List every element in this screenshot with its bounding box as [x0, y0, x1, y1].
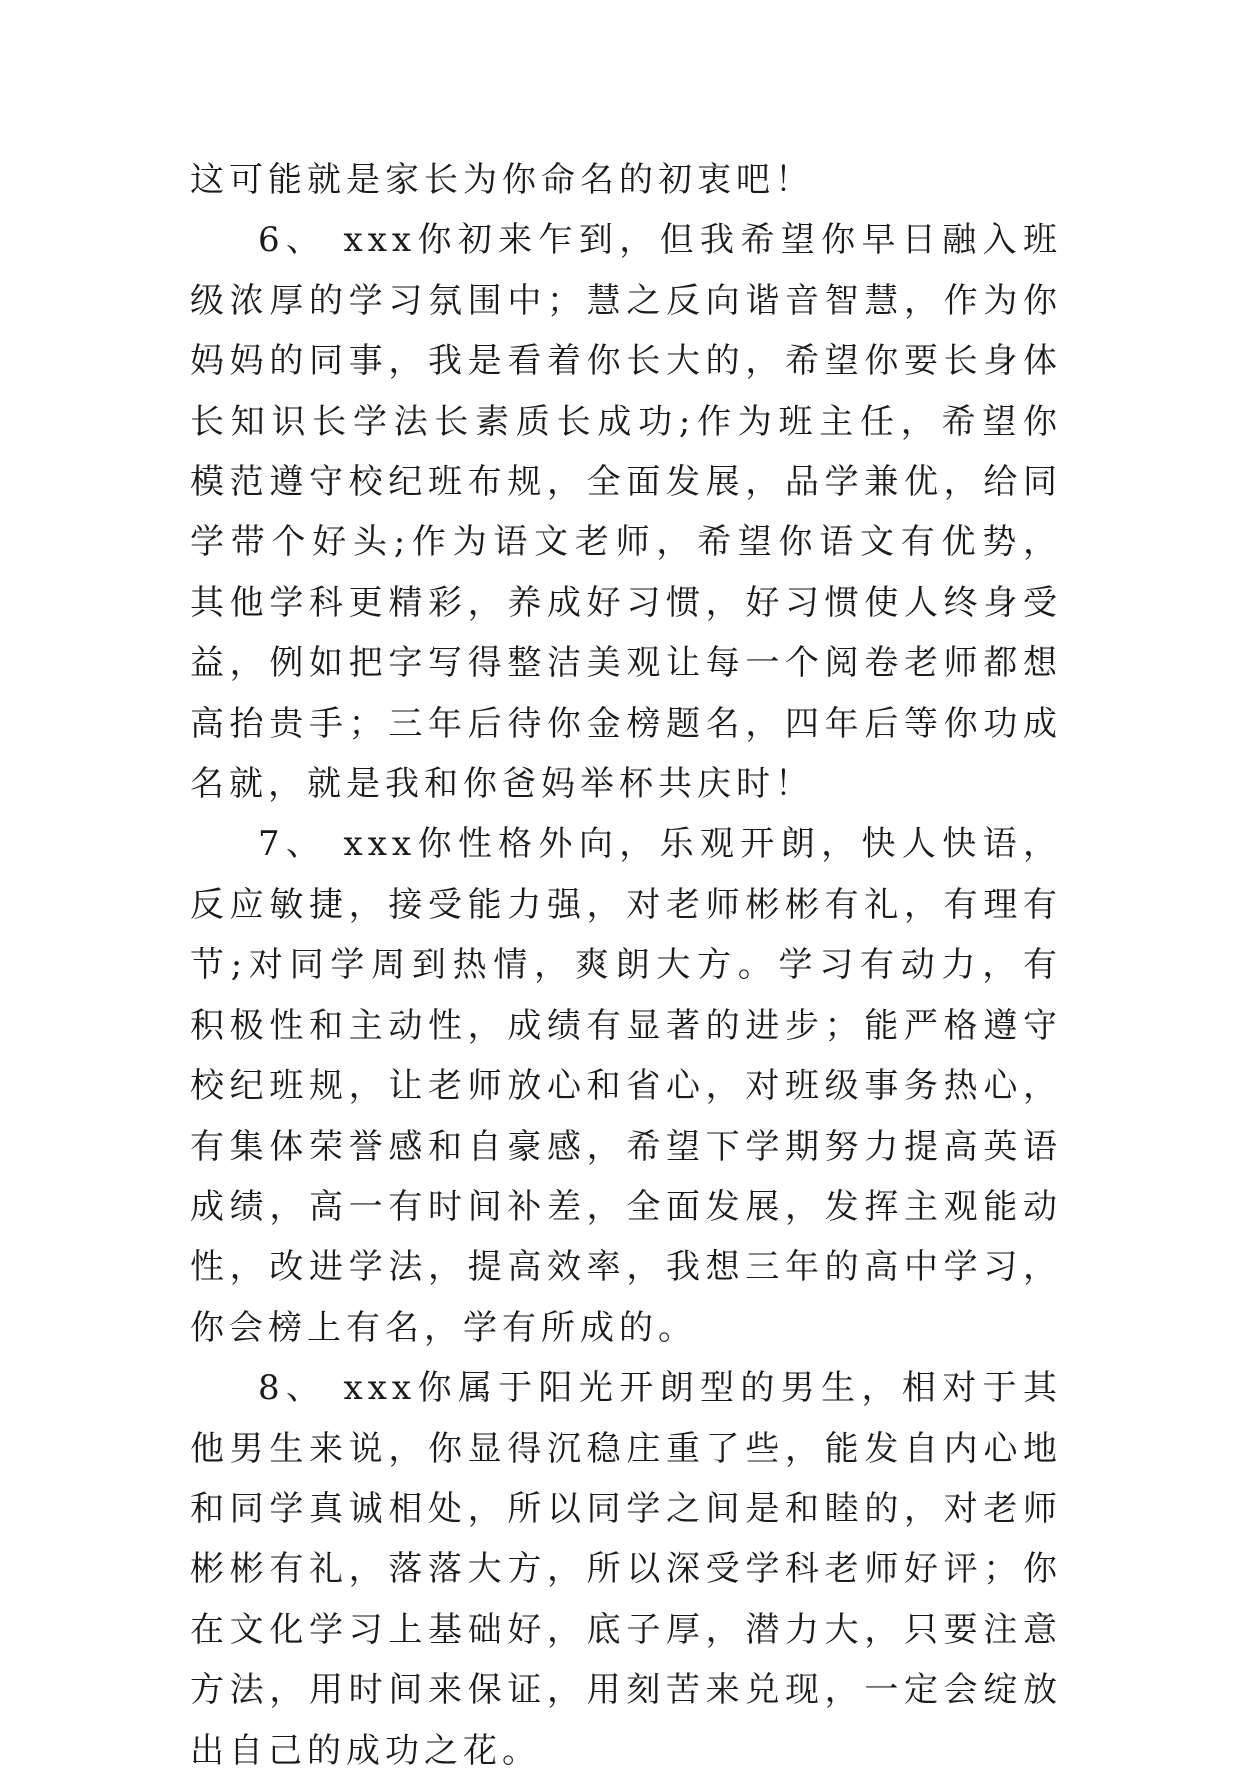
paragraph-comment-7: 7、 xxx你性格外向，乐观开朗，快人快语，反应敏捷，接受能力强，对老师彬彬有礼，有理有节;对同学周到热情，爽朗大方。学习有动力，有积极性和主动性，成绩有显著的进步；能严格遵守校纪班规，让老师放心和省心，对班级事务热心，有集体荣誉感和自豪感，希望下学期努力提高英语成绩，高一有时间补差，全面发展，发挥主观能动性，改进学法，提高效率，我想三年的高中学习，你会榜上有名，学有所成的。 [190, 824, 1062, 1348]
paragraph-comment-6: 6、 xxx你初来乍到，但我希望你早日融入班级浓厚的学习氛围中；慧之反向谐音智慧，作为你妈妈的同事，我是看着你长大的，希望你要长身体长知识长学法长素质长成功;作为班主任，希望你模范遵守校纪班布规，全面发展，品学兼优，给同学带个好头;作为语文老师，希望你语文有优势，其他学科更精彩，养成好习惯，好习惯使人终身受益，例如把字写得整洁美观让每一个阅卷老师都想高抬贵手；三年后待你金榜题名，四年后等你功成名就，就是我和你爸妈举杯共庆时！ [190, 220, 1062, 805]
document-body [190, 150, 1062, 1781]
paragraph-comment-8: 8、 xxx你属于阳光开朗型的男生，相对于其他男生来说，你显得沉稳庄重了些，能发自内心地和同学真诚相处，所以同学之间是和睦的，对老师彬彬有礼，落落大方，所以深受学科老师好评；你在文化学习上基础好，底子厚，潜力大，只要注意方法，用时间来保证，用刻苦来兑现，一定会绽放出自己的成功之花。 [190, 1368, 1062, 1771]
paragraph-intro-ending: 这可能就是家长为你命名的初衷吧！ [190, 160, 814, 200]
